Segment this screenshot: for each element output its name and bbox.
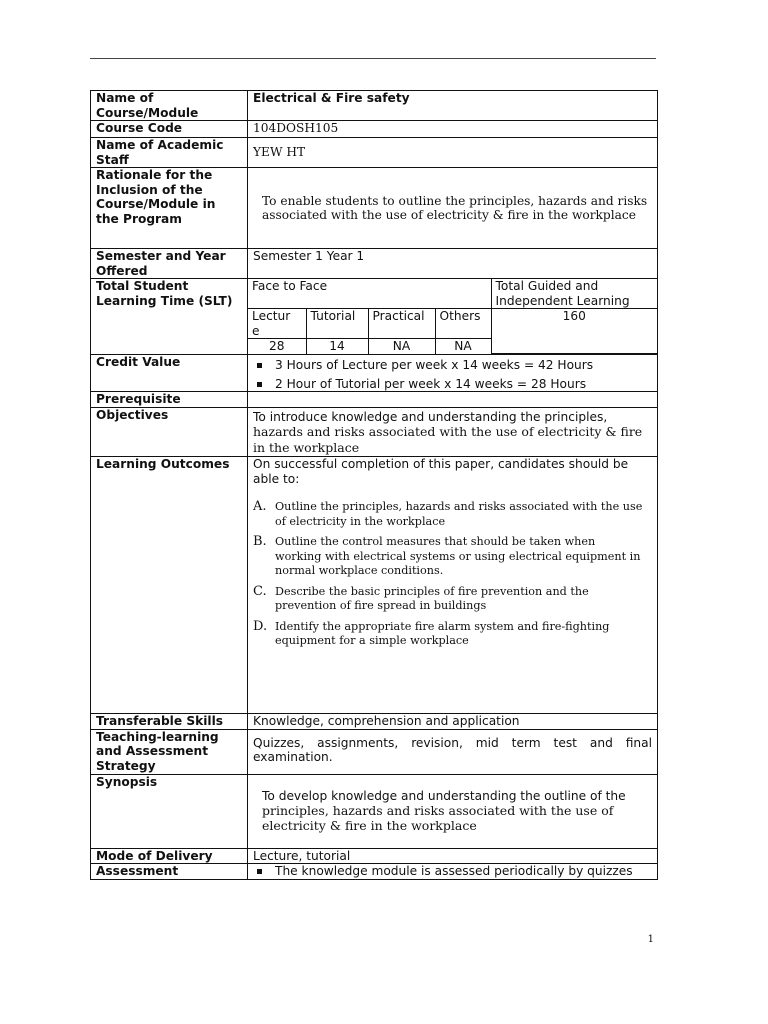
rationale-text: To enable students to outline the principles, hazards and risks associated with the use of electricity & fire in the workplace (262, 193, 648, 222)
prerequisite-value (248, 392, 658, 408)
row-course-code (91, 121, 658, 138)
slt-cell (248, 279, 658, 355)
outcome-item (253, 620, 652, 649)
slt-subheader-row (248, 309, 657, 339)
row-prerequisite (91, 392, 658, 408)
slt-lecture-header: Lectur e (248, 309, 306, 339)
mode-of-delivery-value: Lecture, tutorial (248, 848, 658, 864)
teaching-strategy-label: Teaching-learning and Assessment Strategy (91, 729, 248, 774)
row-semester (91, 249, 658, 279)
row-assessment (91, 864, 658, 880)
course-code-label: Course Code (91, 121, 248, 138)
row-credit-value (91, 355, 658, 392)
synopsis-cell (248, 774, 658, 848)
header-rule (90, 58, 656, 59)
synopsis-line-1: To develop knowledge and understanding the outline of the (262, 788, 626, 803)
learning-outcomes-label: Learning Outcomes (91, 457, 248, 714)
course-name-label: Name of Course/Module (91, 91, 248, 121)
slt-tutorial-header: Tutorial (306, 309, 368, 339)
slt-others-header: Others (435, 309, 491, 339)
assessment-label: Assessment (91, 864, 248, 880)
rationale-label: Rationale for the Inclusion of the Course/Module in the Program (91, 168, 248, 249)
objectives-line-1: To introduce knowledge and understanding the principles, (253, 409, 608, 424)
outcome-item (253, 585, 652, 614)
course-code-value: 104DOSH105 (248, 121, 658, 138)
outcome-letter: D. (253, 618, 268, 634)
slt-tutorial-hours: 14 (306, 339, 368, 354)
row-slt (91, 279, 658, 355)
row-transferable-skills (91, 714, 658, 730)
slt-practical-header: Practical (368, 309, 435, 339)
credit-item: 3 Hours of Lecture per week x 14 weeks = 42 Hours (253, 358, 652, 373)
outcome-text: Identify the appropriate fire alarm system and fire-fighting equipment for a simple workplace (275, 619, 610, 647)
transferable-skills-value: Knowledge, comprehension and application (248, 714, 658, 730)
outcome-text: Outline the principles, hazards and risks associated with the use of electricity in the workplace (275, 500, 643, 528)
objectives-label: Objectives (91, 407, 248, 457)
outcome-letter: B. (253, 534, 267, 549)
assessment-item: The knowledge module is assessed periodically by quizzes (253, 864, 652, 879)
slt-guided-independent: Total Guided and Independent Learning (491, 279, 657, 309)
credit-value-label: Credit Value (91, 355, 248, 392)
row-synopsis (91, 774, 658, 848)
row-course-name (91, 91, 658, 121)
synopsis-label: Synopsis (91, 774, 248, 848)
prerequisite-label: Prerequisite (91, 392, 248, 408)
transferable-skills-label: Transferable Skills (91, 714, 248, 730)
slt-practical-hours: NA (368, 339, 435, 354)
row-objectives (91, 407, 658, 457)
academic-staff-label: Name of Academic Staff (91, 138, 248, 168)
learning-outcomes-cell (248, 457, 658, 714)
teaching-strategy-value: Quizzes, assignments, revision, mid term test and final examination. (248, 729, 658, 774)
outcome-item (253, 535, 652, 579)
outcome-item (253, 500, 652, 529)
slt-header-row (248, 279, 657, 309)
course-name-value: Electrical & Fire safety (248, 91, 658, 121)
semester-label: Semester and Year Offered (91, 249, 248, 279)
course-info-table (90, 90, 658, 880)
row-academic-staff (91, 138, 658, 168)
outcome-letter: A. (253, 499, 267, 514)
slt-face-to-face: Face to Face (248, 279, 491, 309)
credit-value-cell (248, 355, 658, 392)
mode-of-delivery-label: Mode of Delivery (91, 848, 248, 864)
assessment-cell (248, 864, 658, 880)
row-teaching-strategy (91, 729, 658, 774)
credit-value-list (253, 358, 652, 391)
row-mode-of-delivery (91, 848, 658, 864)
slt-lecture-hours: 28 (248, 339, 306, 354)
outcome-letter: C. (253, 583, 267, 599)
row-rationale (91, 168, 658, 249)
slt-total-hours: 160 (491, 309, 657, 354)
rationale-value (248, 168, 658, 249)
outcome-text: Outline the control measures that should be taken when working with electrical systems or using electrical equipment in normal workplace conditions. (275, 535, 641, 577)
outcomes-intro: On successful completion of this paper, candidates should be able to: (253, 457, 629, 486)
academic-staff-value: YEW HT (248, 138, 658, 168)
slt-breakdown-table (248, 279, 657, 354)
synopsis-line-2: principles, hazards and risks associated with the use of electricity & fire in the workplace (262, 803, 614, 834)
page-number: 1 (647, 934, 654, 945)
slt-others-hours: NA (435, 339, 491, 354)
objectives-cell (248, 407, 658, 457)
objectives-line-2: hazards and risks associated with the use of electricity & fire in the workplace (253, 424, 643, 455)
credit-item: 2 Hour of Tutorial per week x 14 weeks = 28 Hours (253, 377, 652, 392)
row-learning-outcomes (91, 457, 658, 714)
semester-value: Semester 1 Year 1 (248, 249, 658, 279)
outcome-text: Describe the basic principles of fire prevention and the prevention of fire spread in buildings (275, 584, 589, 612)
assessment-list (253, 864, 652, 879)
slt-label: Total Student Learning Time (SLT) (91, 279, 248, 355)
